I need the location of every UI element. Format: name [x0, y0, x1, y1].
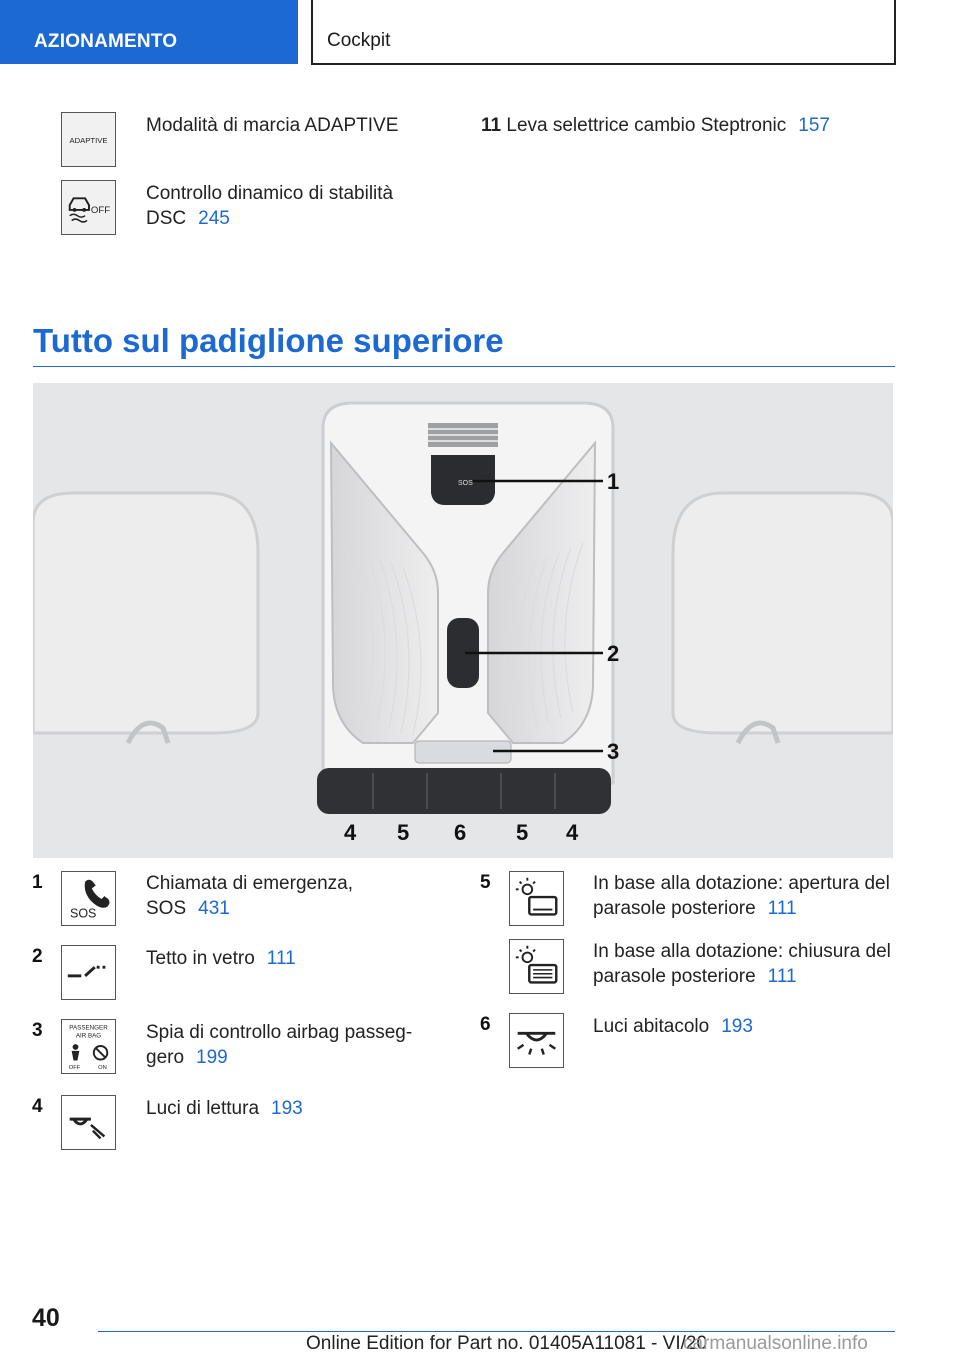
photo-callout-1: 1 [607, 469, 620, 494]
item-4-number: 4 [32, 1096, 43, 1117]
footer-divider [98, 1331, 895, 1332]
item-1-number: 1 [32, 872, 43, 893]
item-11 [481, 113, 830, 138]
interior-light-icon [509, 1013, 564, 1068]
item-2-number: 2 [32, 946, 43, 967]
photo-callout-4-left: 4 [344, 820, 357, 845]
section-label: AZIONAMENTO [34, 31, 178, 52]
airbag-icon-text-2: AIR BAG [75, 1032, 102, 1040]
item-5-close-page-link[interactable]: 111 [767, 966, 797, 987]
item-11-text: Leva selettrice cambio Steptronic [506, 115, 787, 136]
photo-callout-5-left: 5 [397, 820, 410, 845]
sunshade-close-icon [509, 939, 564, 994]
item-11-page-link[interactable]: 157 [798, 115, 830, 136]
airbag-icon-text-on: ON [98, 1065, 107, 1072]
section-tab [0, 0, 298, 64]
airbag-icon-text-1: PASSENGER [69, 1024, 108, 1032]
footer-edition: Online Edition for Part no. 01405A11081 - VI/20 [306, 1333, 708, 1354]
item-3-number: 3 [32, 1020, 43, 1041]
photo-callout-5-right: 5 [516, 820, 529, 845]
adaptive-mode-text: Modalità di marcia ADAPTIVE [146, 115, 399, 136]
item-11-number: 11 [481, 115, 502, 136]
photo-callout-2: 2 [607, 641, 620, 666]
photo-callout-3: 3 [607, 739, 620, 764]
item-5-open-text: In base alla dotazione: apertura del parasole posteriore 111 [593, 873, 890, 919]
chapter-box [311, 0, 896, 65]
item-5-close-text: In base alla dotazione: chiusura del parasole posteriore 111 [593, 941, 891, 987]
dsc-icon-text: OFF [90, 204, 111, 216]
photo-callout-6: 6 [454, 820, 467, 845]
sos-phone-icon [61, 871, 116, 926]
item-5-open-page-link[interactable]: 111 [767, 898, 797, 919]
item-6-number: 6 [480, 1014, 491, 1035]
dsc-text: Controllo dinamico di stabilità DSC 245 [146, 183, 394, 229]
item-5-number: 5 [480, 872, 491, 893]
item-6-text: Luci abitacolo 193 [593, 1016, 753, 1037]
reading-light-icon [61, 1095, 116, 1150]
section-title: Tutto sul padiglione superiore [33, 322, 504, 359]
item-4-text: Luci di lettura 193 [146, 1098, 303, 1119]
airbag-icon-text-off: OFF [68, 1065, 81, 1072]
sunshade-open-icon [509, 871, 564, 926]
item-2-text: Tetto in vetro 111 [146, 948, 296, 969]
glass-roof-icon [61, 945, 116, 1000]
passenger-airbag-icon [61, 1019, 116, 1074]
dsc-off-icon [61, 180, 116, 235]
item-6-page-link[interactable]: 193 [721, 1016, 753, 1037]
item-2-page-link[interactable]: 111 [266, 948, 296, 969]
sos-icon-text: SOS [69, 906, 97, 921]
svg-text:SOS: SOS [458, 480, 473, 487]
chapter-label: Cockpit [327, 30, 391, 51]
item-4-page-link[interactable]: 193 [271, 1098, 303, 1119]
adaptive-icon-text: ADAPTIVE [69, 135, 108, 145]
title-divider [33, 366, 895, 367]
item-1-page-link[interactable]: 431 [198, 898, 230, 919]
item-3-text: Spia di controllo airbag passeg- gero 199 [146, 1022, 413, 1068]
adaptive-mode-icon [61, 112, 116, 167]
item-3-page-link[interactable]: 199 [196, 1047, 228, 1068]
footer-watermark[interactable]: carmanualsonline.info [683, 1333, 868, 1354]
overhead-console-photo [33, 383, 893, 858]
item-1-text: Chiamata di emergenza, SOS 431 [146, 873, 353, 919]
dsc-page-link[interactable]: 245 [198, 208, 230, 229]
photo-callout-4-right: 4 [566, 820, 579, 845]
page-number: 40 [32, 1304, 60, 1332]
